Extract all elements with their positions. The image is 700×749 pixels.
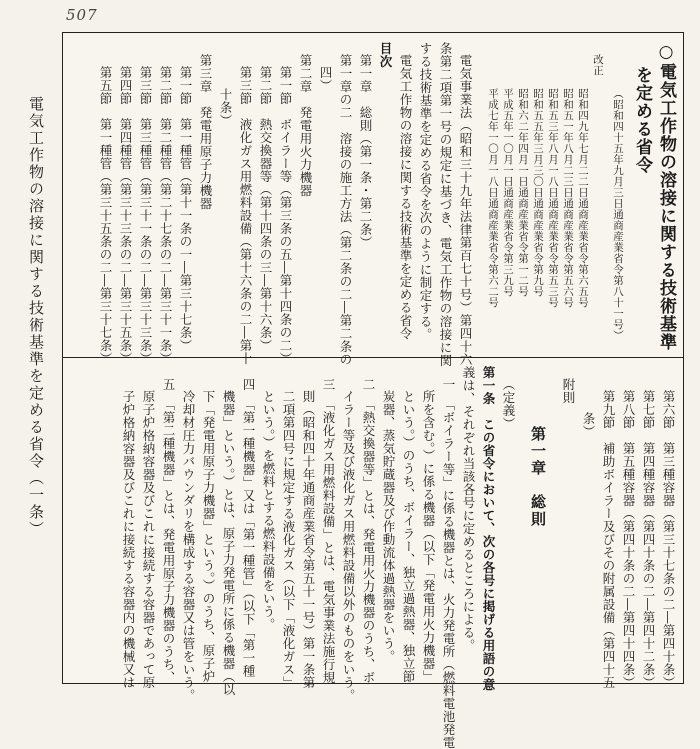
law-title-line-1: ○電気工作物の溶接に関する技術基準: [656, 42, 676, 351]
enactment-note: （昭和四十五年九月三日通商産業省令第八十一号）: [612, 88, 624, 341]
toc-item: 第一章 総則（第一条・第二条）: [358, 54, 373, 249]
toc-item: 第三節 第三種管（第三十一条の二―第三十三条）: [138, 66, 153, 365]
toc-item: 第八節 第五種容器（第四十条の二―第四十四条）: [621, 390, 636, 689]
toc-item: 第一節 第一種管（第十一条の一―第三十七条）: [178, 66, 193, 352]
toc-item: 第一節 ボイラー等（第三条の五―第十四条の二）: [278, 66, 293, 365]
amendment-item: 平成七年一〇月一八日通商産業省令第六二号: [487, 88, 499, 308]
toc-item: 第一章の二 溶接の施工方法（第二条の二―第二条の: [338, 54, 353, 366]
amendment-item: 平成五年一〇月一日通商産業省令第三九号: [502, 88, 514, 297]
toc-item: 第三章 発電用原子力機器: [198, 54, 213, 210]
article-line: 下「発電用原子力機器」という。）のうち、原子炉: [201, 390, 216, 683]
article-line: 則（昭和四十年通商産業省令第五十一号）第一条第: [301, 390, 316, 689]
article-line: イラー等及び液化ガス用燃料設備以外のものをいう。: [341, 390, 356, 702]
amendment-item: 昭和五一年八月二三日通商産業省令第五六号: [562, 88, 574, 308]
toc-item: 第二節 熱交換器等（第十四条の三―第十六条）: [258, 66, 273, 352]
lower-section: [118, 366, 678, 749]
article-line: という。）を燃料とする燃料設備をいう。: [261, 390, 276, 631]
article-line: 所を含む。）に係る機器（以下「発電用火力機器」: [421, 390, 436, 683]
toc-item: 第六節 第三種容器（第三十七条の二―第四十条）: [661, 390, 676, 689]
article-line: 二 「熱交換器等」とは、発電用火力機器のうち、ボ: [361, 378, 376, 684]
article-line: 二項第四号に規定する液化ガス（以下「液化ガス」: [281, 390, 296, 689]
toc-item: 第二節 第二種管（第二十七条の二―第三十一条）: [158, 66, 173, 365]
toc-item: 第三節 液化ガス用燃料設備（第十六条の二―第十: [238, 66, 253, 365]
article-line: 子炉格納容器及びこれに接続する容器内の機械又は: [121, 390, 136, 689]
article-line: 炭器、蒸気貯蔵器及び作動流体過熱器をいう。: [381, 390, 396, 663]
toc-item: 四）: [318, 66, 333, 92]
toc-item: 第二章 発電用火力機器: [298, 54, 313, 197]
amendment-item: 昭和六二年四月一日通商産業省令第一二号: [517, 88, 529, 297]
running-head: 電気工作物の溶接に関する技術基準を定める省令（一条）: [27, 96, 45, 538]
toc-item: 第七節 第四種容器（第四十条の二―第四十二条）: [641, 390, 656, 689]
article-line: 三 「液化ガス用燃料設備」とは、電気事業法施行規: [321, 378, 336, 684]
article-line: 機器」という。）とは、原子力発電所に係る機器（以: [221, 390, 236, 696]
supplementary-provisions: 附則: [561, 378, 576, 404]
law-title-line-2: を定める省令: [632, 66, 652, 174]
article-caption: （定義）: [501, 378, 516, 430]
toc-item: 条）: [581, 412, 596, 438]
article-line: 冷却材圧力バウンダリを構成する容器又は管をいう。: [181, 390, 196, 702]
article-line: 義は、それぞれ当該各号に定めるところによる。: [461, 366, 476, 652]
amendment-item: 昭和五五年三月三〇日通商産業省令第九号: [532, 88, 544, 297]
toc-label: 目次: [378, 42, 393, 68]
toc-item: 第四節 第四種管（第三十三条の二―第三十五条）: [118, 66, 133, 365]
article-line: 四 「第一種機器」又は「第一種管」（以下「第一種: [241, 378, 256, 678]
page-number: 507: [66, 6, 98, 24]
toc-item: 十条）: [218, 88, 233, 127]
upper-section: [95, 42, 678, 367]
preamble-line: 電気事業法（昭和三十九年法律第百七十号）第四十六: [458, 54, 473, 366]
article-line: 第一条 この省令において、次の各号に掲げる用語の意: [481, 366, 496, 691]
toc-item: 第九節 補助ボイラー及びその附属設備（第四十五: [601, 390, 616, 689]
amendment-label: 改正: [592, 54, 604, 76]
article-line: 一 「ボイラー等」に係る機器とは、火力発電所（燃料電池発電: [441, 378, 456, 749]
article-line: 五 「第二種機器」とは、発電用原子力機器のうち、: [161, 378, 176, 684]
amendment-item: 昭和四九年七月二二日通商産業省令第六五号: [577, 88, 589, 308]
article-line: 原子炉格納容器及びこれに接続する容器であって原: [141, 390, 156, 689]
chapter-heading: 第一章 総則: [529, 426, 547, 528]
toc-item: 第五節 第一種管（第三十五条の二―第三十七条）: [98, 66, 113, 365]
preamble-line: 電気工作物の溶接に関する技術基準を定める省令: [398, 54, 413, 340]
preamble-line: する技術基準を定める省令を次のように制定する。: [418, 42, 433, 341]
amendment-item: 昭和五三年八月一八日通商産業省令第五三号: [547, 88, 559, 308]
preamble-line: 条第二項第一号の規定に基づき、電気工作物の溶接に関: [438, 42, 453, 367]
article-line: という。）のうち、ボイラー、独立過熱器、独立節: [401, 390, 416, 683]
